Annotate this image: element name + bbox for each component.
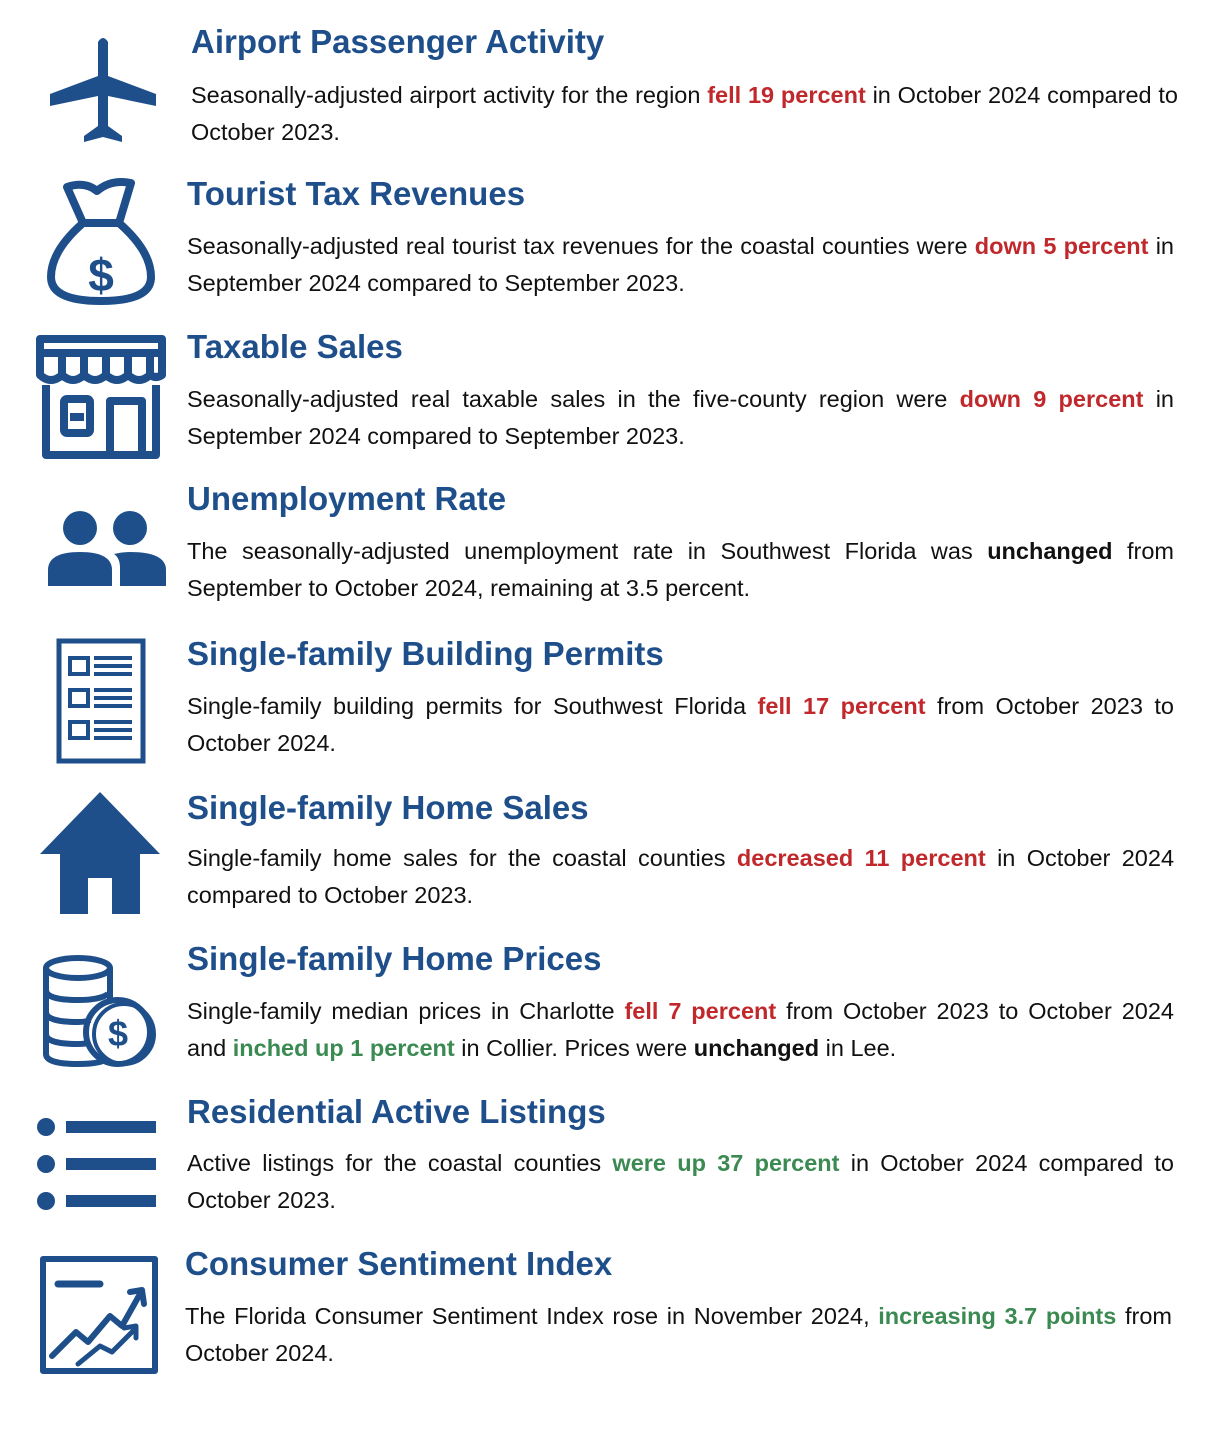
indicator-unemployment-rate [0, 458, 1220, 608]
section-title: Single-family Home Sales [187, 789, 589, 826]
indicator-taxable-sales [0, 305, 1220, 455]
highlight-text: fell 7 percent [624, 998, 777, 1024]
highlight-text: increasing 3.7 points [878, 1303, 1117, 1329]
highlight-text: inched up 1 percent [232, 1035, 455, 1061]
house-icon [38, 790, 162, 916]
highlight-text: unchanged [693, 1035, 820, 1061]
section-description [187, 993, 1174, 1067]
description-text: Active listings for the coastal counties [187, 1150, 613, 1176]
coin-stack-icon [42, 954, 160, 1070]
description-text: from October 2024. [185, 1303, 1172, 1366]
section-description [187, 840, 1174, 914]
indicator-home-sales [0, 766, 1220, 916]
section-description [187, 381, 1174, 455]
section-description [185, 1298, 1172, 1372]
section-title: Airport Passenger Activity [191, 23, 605, 60]
section-description [187, 1145, 1174, 1219]
checklist-document-icon [56, 638, 148, 766]
section-title: Consumer Sentiment Index [185, 1245, 613, 1282]
storefront-icon [36, 335, 166, 459]
description-text: Seasonally-adjusted real tourist tax revenues for the coastal counties were [187, 233, 975, 259]
description-text: The Florida Consumer Sentiment Index rose in November 2024, [185, 1303, 879, 1329]
description-text: in October 2024 compared to October 2023. [187, 1150, 1174, 1213]
indicator-tourist-tax-revenues [0, 152, 1220, 302]
indicator-building-permits [0, 612, 1220, 762]
description-text: Seasonally-adjusted airport activity for the region [191, 82, 708, 108]
description-text: Single-family median prices in Charlotte [187, 998, 625, 1024]
svg-text:$: $ [88, 249, 114, 301]
description-text: in October 2024 compared to October 2023. [187, 845, 1175, 908]
indicator-airport-passenger-activity [0, 0, 1220, 150]
description-text: in September 2024 compared to September 2023. [187, 386, 1174, 449]
indicator-active-listings [0, 1071, 1220, 1221]
highlight-text: down 5 percent [974, 233, 1149, 259]
section-description [191, 77, 1178, 151]
section-title: Single-family Building Permits [187, 635, 664, 672]
indicator-home-prices [0, 918, 1220, 1068]
section-title: Residential Active Listings [187, 1093, 606, 1130]
section-title: Single-family Home Prices [187, 940, 602, 977]
highlight-text: unchanged [987, 538, 1113, 564]
description-text: from September to October 2024, remaining at 3.5 percent. [187, 538, 1175, 601]
highlight-text: were up 37 percent [612, 1150, 840, 1176]
description-text: in Collier. Prices were [454, 1035, 694, 1061]
section-description [187, 688, 1174, 762]
svg-text:$: $ [107, 1013, 129, 1054]
indicator-consumer-sentiment [0, 1222, 1220, 1372]
description-text: from October 2023 to October 2024 and [187, 998, 1174, 1061]
description-text: The seasonally-adjusted unemployment rate in Southwest Florida was [187, 538, 988, 564]
highlight-text: down 9 percent [959, 386, 1144, 412]
description-text: in Lee. [819, 1035, 897, 1061]
description-text: in September 2024 compared to September 2023. [187, 233, 1174, 296]
description-text: Single-family building permits for Southwest Florida [187, 693, 758, 719]
description-text: from October 2023 to October 2024. [187, 693, 1174, 756]
trend-chart-icon [40, 1256, 160, 1376]
airplane-icon [48, 34, 158, 144]
bullet-list-icon [36, 1117, 160, 1213]
people-icon [46, 508, 168, 588]
section-title: Tourist Tax Revenues [187, 175, 526, 212]
highlight-text: fell 19 percent [707, 82, 866, 108]
highlight-text: decreased 11 percent [736, 845, 986, 871]
description-text: Seasonally-adjusted real taxable sales in the five-county region were [187, 386, 960, 412]
highlight-text: fell 17 percent [757, 693, 926, 719]
section-title: Taxable Sales [187, 328, 403, 365]
section-title: Unemployment Rate [187, 480, 507, 517]
description-text: Single-family home sales for the coastal counties [187, 845, 737, 871]
section-description [187, 228, 1174, 302]
description-text: in October 2024 compared to October 2023. [191, 82, 1178, 145]
money-bag-icon [45, 177, 157, 307]
section-description [187, 533, 1174, 607]
